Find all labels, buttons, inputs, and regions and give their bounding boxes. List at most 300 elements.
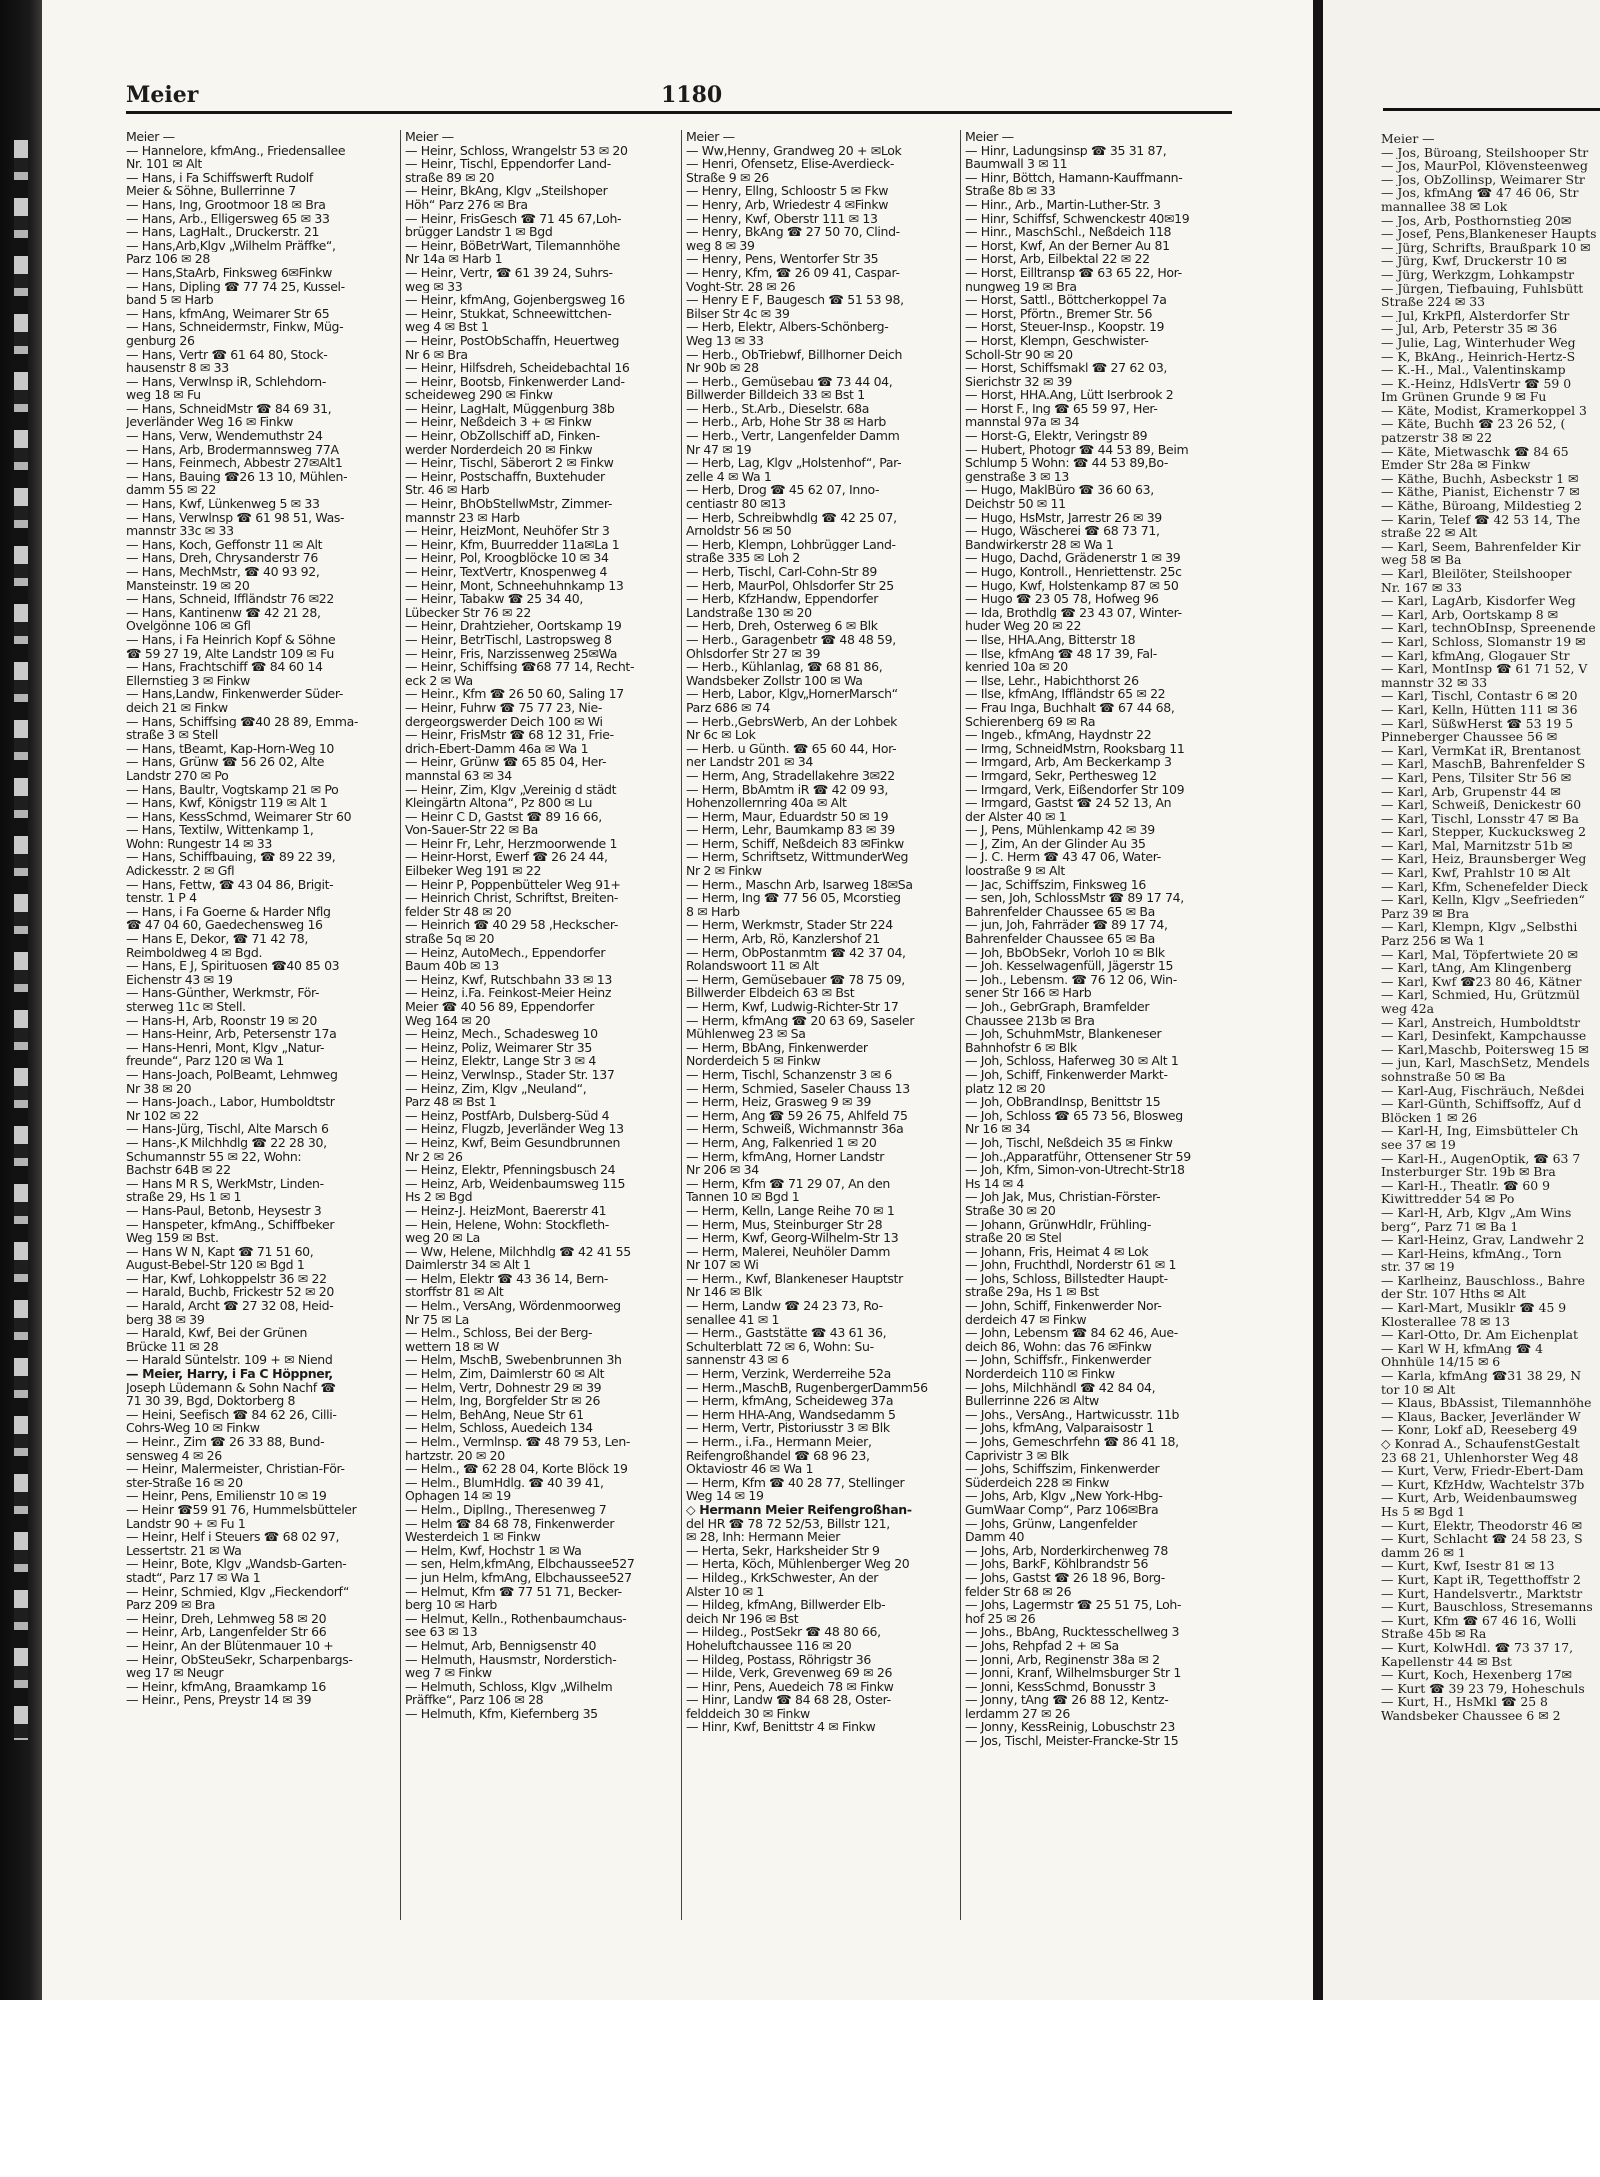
next-page-entry-line: — Karl-Otto, Dr. Am Eichenplat	[1381, 1328, 1579, 1342]
next-page-entry-line: — K.-Heinz, HdlsVertr ☎ 59 0	[1381, 376, 1572, 391]
directory-entry-line: — Henry, Ellng, Schloostr 5 ✉ Fkw	[686, 184, 889, 198]
directory-entry-line: — Ww, Helene, Milchhdlg ☎ 42 41 55	[405, 1244, 631, 1259]
directory-entry-line: — Ilse, kfmAng, Iffländstr 65 ✉ 22	[965, 687, 1166, 701]
directory-entry-line: — Herm, Werkmstr, Stader Str 224	[686, 918, 893, 933]
directory-entry-line: — Hans, Textilw, Wittenkamp 1,	[126, 823, 314, 837]
next-page-entry-line: — Jos, Arb, Posthornstieg 20✉	[1381, 213, 1572, 228]
directory-entry-line: — Heinr, Malermeister, Christian-För-	[126, 1462, 345, 1476]
directory-entry-line: — Jonni, KessSchmd, Bonusstr 3	[965, 1679, 1156, 1694]
directory-entry-line: — Herb., Kühlanlag, ☎ 68 81 86,	[686, 660, 883, 674]
next-page-entry-line: straße 22 ✉ Alt	[1381, 526, 1478, 540]
directory-entry-line: — Hans, kfmAng, Weimarer Str 65	[126, 306, 330, 321]
next-page-entry-line: — Klaus, BbAssist, Tilemannhöhe	[1381, 1396, 1592, 1410]
directory-entry-line: — Jonny, tAng ☎ 26 88 12, Kentz-	[965, 1693, 1169, 1707]
directory-entry-line: — Hans-Jürg, Tischl, Alte Marsch 6	[126, 1122, 329, 1136]
directory-entry-line: mannstal 97a ✉ 34	[965, 415, 1080, 430]
directory-entry-line: — Helm., Schloss, Bei der Berg-	[405, 1326, 593, 1340]
next-page-entry-line: str. 37 ✉ 19	[1381, 1260, 1455, 1274]
directory-entry-line: — Heinr P, Poppenbütteler Weg 91+	[405, 877, 621, 892]
directory-entry-line: Wandsbeker Zollstr 100 ✉ Wa	[686, 673, 863, 688]
directory-entry-line: Kleingärtn Altona“, Pz 800 ✉ Lu	[405, 796, 593, 810]
directory-entry-line: Schulterblatt 72 ✉ 6, Wohn: Su-	[686, 1339, 874, 1354]
next-page-entry-line: Hs 5 ✉ Bgd 1	[1381, 1504, 1466, 1519]
directory-entry-line: — Heinr, LagHalt, Müggenburg 38b	[405, 401, 615, 416]
directory-column-4	[965, 130, 1237, 1748]
next-page-entry-line: Parz 39 ✉ Bra	[1381, 906, 1469, 921]
directory-entry-line: mannstal 63 ✉ 34	[405, 768, 512, 783]
column-head-surname: Meier —	[405, 130, 454, 144]
directory-entry-line: — Hans, Verwlnsp iR, Schlehdorn-	[126, 374, 327, 389]
directory-entry-line: genburg 26	[126, 333, 195, 348]
directory-entry-line: — Heinr., Pens, Preystr 14 ✉ 39	[126, 1693, 312, 1707]
next-page-entry-line: patzerstr 38 ✉ 22	[1381, 431, 1493, 445]
directory-entry-line: — Ilse, Lehr., Habichthorst 26	[965, 673, 1139, 688]
next-page-entry-line: — Karl-Heins, kfmAng., Torn	[1381, 1246, 1562, 1261]
next-page-entry-line: — Karl, Schmied, Hu, Grützmül	[1381, 988, 1580, 1002]
directory-entry-line: weg 18 ✉ Fu	[126, 388, 201, 402]
next-page-entry-line: — Karl, Bleilöter, Steilshooper	[1381, 567, 1572, 581]
directory-entry-line: Nr 47 ✉ 19	[686, 442, 752, 457]
next-page-entry-line: — Karl, Mal, Marnitzstr 51b ✉	[1381, 838, 1573, 853]
scan-streak	[14, 140, 28, 1740]
directory-entry-line: — Hans, Kwf, Königstr 119 ✉ Alt 1	[126, 796, 328, 810]
directory-entry-line: — Heinr, An der Blütenmauer 10 +	[126, 1638, 334, 1653]
next-page-entry-line: see 37 ✉ 19	[1381, 1137, 1456, 1152]
directory-entry-line: Hohenzollernring 40a ✉ Alt	[686, 796, 847, 810]
next-page-entry-line: der Str. 107 Hths ✉ Alt	[1381, 1287, 1526, 1302]
directory-entry-line: — Johs, Milchhändl ☎ 42 84 04,	[965, 1380, 1156, 1395]
directory-entry-line: Straße 8b ✉ 33	[965, 184, 1056, 198]
next-page-entry-line: — Jürg, Schrifts, Braußpark 10 ✉	[1381, 240, 1591, 255]
directory-entry-line: — Herb, Elektr, Albers-Schönberg-	[686, 320, 889, 334]
directory-entry-line: straße 29a, Hs 1 ✉ Bst	[965, 1285, 1099, 1300]
directory-entry-line: — Hans M R S, WerkMstr, Linden-	[126, 1176, 324, 1191]
directory-entry-line: weg 4 ✉ Bst 1	[405, 320, 489, 334]
next-page-entry-line: — Jos, MaurPol, Klövensteenweg	[1381, 159, 1588, 173]
directory-entry-line: — Herm, Maur, Eduardstr 50 ✉ 19	[686, 809, 889, 824]
directory-entry-line: — Hans, Dreh, Chrysanderstr 76	[126, 551, 318, 565]
next-page-entry-line: — Kurt, KolwHdl. ☎ 73 37 17,	[1381, 1640, 1574, 1655]
next-page-entry-line: — Jul, KrkPfl, Alsterdorfer Str	[1381, 308, 1570, 323]
directory-entry-line: — Hans, Kwf, Lünkenweg 5 ✉ 33	[126, 497, 320, 511]
directory-entry-line: — Helm, Schloss, Auedeich 134	[405, 1421, 593, 1435]
next-page-entry-line: — Jürgen, Tiefbauing, Fuhlsbütt	[1381, 281, 1584, 296]
directory-entry-line: 71 30 39, Bgd, Doktorberg 8	[126, 1394, 296, 1408]
directory-entry-line: — Johann, Fris, Heimat 4 ✉ Lok	[965, 1244, 1149, 1259]
directory-entry-line: — Heinz, Kwf, Beim Gesundbrunnen	[405, 1135, 621, 1150]
page-number: 1180	[661, 82, 723, 108]
next-page-entry-line: weg 42a	[1381, 1002, 1434, 1016]
next-page-entry-line: Insterburger Str. 19b ✉ Bra	[1381, 1165, 1556, 1179]
next-page-entry-line: — Karl-Günth, Schiffsoffz, Auf d	[1381, 1097, 1582, 1111]
next-page-entry-line: — Käte, Buchh ☎ 23 26 52, (	[1381, 417, 1566, 432]
directory-entry-line: straße 335 ✉ Loh 2	[686, 551, 800, 565]
directory-entry-line: Straße 30 ✉ 20	[965, 1203, 1056, 1218]
next-page-entry-line: — Karl-H, Ing, Eimsbütteler Ch	[1381, 1124, 1579, 1138]
next-page-entry-line: — Karl-H, Arb, Klgv „Am Wins	[1381, 1205, 1572, 1220]
next-page-entry-line: — Karl, Klempn, Klgv „Selbsthi	[1381, 920, 1578, 935]
directory-entry-line: — Frau Inga, Buchhalt ☎ 67 44 68,	[965, 700, 1175, 715]
directory-entry-line: — Herm, Schiff, Neßdeich 83 ✉Finkw	[686, 836, 904, 851]
directory-entry-line: Eichenstr 43 ✉ 19	[126, 972, 233, 987]
directory-entry-line: Bahrenfelder Chaussee 65 ✉ Ba	[965, 932, 1155, 946]
next-page-entry-line: — Karl, Seem, Bahrenfelder Kir	[1381, 539, 1581, 554]
directory-entry-line: Landstr 90 + ✉ Fu 1	[126, 1516, 246, 1531]
directory-entry-line: — Heinr, Drahtzieher, Oortskamp 19	[405, 619, 622, 633]
directory-entry-line: straße 20 ✉ Stel	[965, 1231, 1062, 1245]
next-page-entry-line: tor 10 ✉ Alt	[1381, 1382, 1456, 1397]
next-page-entry-line: — Kurt, Arb, Weidenbaumsweg	[1381, 1491, 1578, 1505]
directory-entry-line: — Ilse, HHA.Ang, Bitterstr 18	[965, 632, 1136, 647]
directory-entry-line: — Herm, Malerei, Neuhöler Damm	[686, 1244, 891, 1259]
directory-entry-line: — Herm, Gemüsebauer ☎ 78 75 09,	[686, 972, 905, 987]
directory-entry-line: — Heinr, Vertr, ☎ 61 39 24, Suhrs-	[405, 265, 613, 280]
directory-entry-line: — Hans, Baultr, Vogtskamp 21 ✉ Po	[126, 782, 339, 797]
directory-entry-line: — Johs, Schloss, Billstedter Haupt-	[965, 1271, 1168, 1286]
directory-entry-line: — Herta, Köch, Mühlenberger Weg 20	[686, 1557, 910, 1571]
next-page-entry-line: — Jul, Arb, Peterstr 35 ✉ 36	[1381, 322, 1558, 336]
directory-entry-line: — Herb, Lag, Klgv „Holstenhof“, Par-	[686, 456, 902, 470]
directory-entry-line: — Heinr, Postschaffn, Buxtehuder	[405, 469, 605, 484]
directory-entry-line: — Heinr., Kfm ☎ 26 50 60, Saling 17	[405, 687, 624, 701]
directory-entry-line: damm 55 ✉ 22	[126, 483, 216, 498]
scan-edge-left	[0, 0, 42, 2000]
directory-entry-line: Caprivistr 3 ✉ Blk	[965, 1448, 1069, 1463]
directory-entry-line: see 63 ✉ 13	[405, 1625, 478, 1639]
column-divider	[960, 130, 961, 1920]
directory-entry-line: — Hans-Heinr, Arb, Petersenstr 17a	[126, 1027, 337, 1041]
directory-entry-line: Ellernstieg 3 ✉ Finkw	[126, 673, 251, 688]
directory-entry-line: — Helmut, Arb, Bennigsenstr 40	[405, 1638, 597, 1653]
directory-entry-line: — Joh, ObBrandInsp, Benittstr 15	[965, 1095, 1161, 1109]
directory-entry-line: — Henry, Pens, Wentorfer Str 35	[686, 252, 879, 266]
directory-entry-line: — Johs., BbAng, Rucktesschellweg 3	[965, 1625, 1180, 1639]
directory-entry-line: — Hans, Arb., Elligersweg 65 ✉ 33	[126, 211, 330, 226]
directory-entry-line: ster-Straße 16 ✉ 20	[126, 1475, 243, 1490]
next-page-entry-line: — Karl, Kelln, Klgv „Seefrieden“	[1381, 893, 1585, 907]
directory-entry-line: Rolandswoort 11 ✉ Alt	[686, 959, 819, 973]
directory-entry-line: — Hugo, Wäscherei ☎ 68 73 71,	[965, 524, 1160, 538]
next-page-entry-line: Klosterallee 78 ✉ 13	[1381, 1314, 1510, 1329]
directory-entry-line: — Heinrich ☎ 40 29 58 ,Heckscher-	[405, 918, 618, 933]
next-page-entry-line: — Karl, Desinfekt, Kampchausse	[1381, 1029, 1587, 1043]
next-page-entry-line: — Karl, Kwf ☎23 80 46, Kätner	[1381, 974, 1582, 989]
directory-entry-line: — Hans,Arb,Klgv „Wilhelm Präffke“,	[126, 238, 336, 253]
directory-entry-line: — Johs, Rehpfad 2 + ✉ Sa	[965, 1638, 1119, 1653]
directory-entry-line: — Heinr, Zim, Klgv „Vereinig d städt	[405, 782, 617, 797]
directory-entry-line: — Horst, Sattl., Böttcherkoppel 7a	[965, 293, 1167, 307]
next-page-entry-line: — Karl, Heiz, Braunsberger Weg	[1381, 852, 1587, 867]
directory-entry-line: — Heinr, Schiffsing ☎68 77 14, Recht-	[405, 660, 635, 674]
directory-entry-line: — Heinr, Mont, Schneehuhnkamp 13	[405, 578, 624, 593]
directory-entry-line: — Heinr, Fuhrw ☎ 75 77 23, Nie-	[405, 700, 603, 715]
directory-entry-line: hartzstr. 20 ✉ 20	[405, 1448, 505, 1463]
directory-entry-line: mannstr 23 ✉ Harb	[405, 510, 520, 525]
directory-entry-line: — Johs, Grünw, Langenfelder	[965, 1516, 1138, 1531]
next-page-entry-line: — Käthe, Büroang, Mildestieg 2	[1381, 499, 1583, 513]
directory-entry-line: — Herb, Labor, Klgv„HornerMarsch“	[686, 687, 898, 701]
directory-entry-line: loostraße 9 ✉ Alt	[965, 864, 1065, 878]
directory-entry-line: deich 86, Wohn: das 76 ✉Finkw	[965, 1339, 1152, 1354]
next-page-entry-line: — Karl, Stepper, Kuckucksweg 2	[1381, 825, 1587, 839]
directory-entry-line: — Heinr, FrisMstr ☎ 68 12 31, Frie-	[405, 728, 614, 742]
directory-entry-line: — Herm, Arb, Rö, Kanzlershof 21	[686, 932, 880, 946]
directory-entry-line: — Herb, Schreibwhdlg ☎ 42 25 07,	[686, 510, 897, 525]
next-page-entry-line: Blöcken 1 ✉ 26	[1381, 1110, 1478, 1125]
directory-entry-line: — Johs, Lagermstr ☎ 25 51 75, Loh-	[965, 1598, 1182, 1612]
directory-entry-line: — Herm, Kwf, Ludwig-Richter-Str 17	[686, 1000, 899, 1014]
running-head-surname: Meier	[126, 82, 199, 108]
directory-entry-line: — Helm., ☎ 62 28 04, Korte Blöck 19	[405, 1462, 628, 1476]
directory-entry-line: — Heinr, BkAng, Klgv „Steilshoper	[405, 184, 608, 198]
directory-entry-line: — Herb, Tischl, Carl-Cohn-Str 89	[686, 565, 877, 579]
directory-entry-line: — Irmg, SchneidMstrn, Rooksbarg 11	[965, 741, 1185, 756]
directory-entry-line: — jun Helm, kfmAng, Elbchaussee527	[405, 1570, 632, 1585]
directory-entry-line: — Heinr, BöBetrWart, Tilemannhöhe	[405, 238, 620, 253]
directory-entry-line: Nr 6 ✉ Bra	[405, 347, 468, 362]
next-page-entry-line: — Karl, technObInsp, Spreenende	[1381, 621, 1596, 635]
next-page-entry-line: Emder Str 28a ✉ Finkw	[1381, 458, 1531, 472]
directory-entry-line: stadt“, Parz 17 ✉ Wa 1	[126, 1570, 261, 1585]
next-page-entry-line: — Josef, Pens,Blankeneser Haupts	[1381, 227, 1597, 241]
directory-entry-line: — Herm, Heiz, Grasweg 9 ✉ 39	[686, 1095, 871, 1109]
directory-entry-line: sensweg 4 ✉ 26	[126, 1448, 222, 1463]
next-page-entry-line: weg 58 ✉ Ba	[1381, 553, 1462, 567]
directory-entry-line: — Heinz, Flugzb, Jeverländer Weg 13	[405, 1122, 624, 1136]
directory-entry-line: Nr 16 ✉ 34	[965, 1122, 1031, 1136]
directory-entry-line: platz 12 ✉ 20	[965, 1081, 1046, 1096]
directory-entry-line: — Hanspeter, kfmAng., Schiffbeker	[126, 1217, 335, 1232]
directory-entry-line: — Heinz, Elektr, Pfenningsbusch 24	[405, 1163, 616, 1177]
directory-entry-line: Alster 10 ✉ 1	[686, 1584, 764, 1599]
directory-entry-line: — Heinr, BhObStellwMstr, Zimmer-	[405, 497, 613, 511]
next-page-entry-line: damm 26 ✉ 1	[1381, 1545, 1466, 1560]
directory-entry-line: deich Nr 196 ✉ Bst	[686, 1611, 799, 1626]
next-page-entry-line: — Karl, Kelln, Hütten 111 ✉ 36	[1381, 702, 1578, 717]
directory-entry-line: — Heinr, Tischl, Eppendorfer Land-	[405, 157, 611, 171]
directory-entry-line: — Harald, Archt ☎ 27 32 08, Heid-	[126, 1299, 334, 1313]
page-header	[126, 82, 1226, 110]
directory-entry-line: — Hans,Landw, Finkenwerder Süder-	[126, 687, 344, 701]
next-page-entry-line: — Karl, Tischl, Lonsstr 47 ✉ Ba	[1381, 811, 1579, 826]
directory-entry-line: — Herb., Garagenbetr ☎ 48 48 59,	[686, 632, 896, 647]
directory-entry-line: — Herm, Tischl, Schanzenstr 3 ✉ 6	[686, 1067, 892, 1082]
directory-entry-line: — Jonni, Kranf, Wilhelmsburger Str 1	[965, 1666, 1181, 1680]
directory-entry-line: weg 20 ✉ La	[405, 1231, 480, 1245]
next-page-entry-line: — Kurt, Kwf, Isestr 81 ✉ 13	[1381, 1559, 1555, 1573]
directory-entry-line: — Hans, Dipling ☎ 77 74 25, Kussel-	[126, 279, 345, 294]
next-page-entry-line: — Karl, Arb, Grupenstr 44 ✉	[1381, 784, 1561, 799]
next-page-entry-line: — Karl, kfmAng, Glogauer Str	[1381, 648, 1570, 663]
directory-entry-line: — Hans-Paul, Betonb, Heysestr 3	[126, 1203, 322, 1218]
directory-column-3	[686, 130, 958, 1734]
directory-entry-line: — Joh Jak, Mus, Christian-Förster-	[965, 1190, 1161, 1204]
directory-entry-line: Bilser Str 4c ✉ 39	[686, 306, 790, 321]
directory-entry-line: — Jos, Tischl, Meister-Francke-Str 15	[965, 1734, 1179, 1748]
directory-entry-line: Landstraße 130 ✉ 20	[686, 605, 812, 620]
directory-entry-line: — Hans, Bauing ☎26 13 10, Mühlen-	[126, 469, 348, 484]
directory-entry-line: — Heinz, Arb, Weidenbaumsweg 115	[405, 1176, 626, 1191]
directory-entry-line: — Harald Süntelstr. 109 + ✉ Niend	[126, 1353, 333, 1368]
next-page-entry-line: 23 68 21, Uhlenhorster Weg 48	[1381, 1450, 1579, 1465]
next-page-entry-line: sohnstraße 50 ✉ Ba	[1381, 1069, 1506, 1084]
directory-entry-line: Bahnhofstr 6 ✉ Blk	[965, 1040, 1077, 1055]
directory-entry-line: — Heinr, Schmied, Klgv „Fieckendorf“	[126, 1584, 350, 1599]
next-page-entry-line: — Kurt, Koch, Hexenberg 17✉	[1381, 1668, 1572, 1682]
directory-entry-line: — Hans W N, Kapt ☎ 71 51 60,	[126, 1244, 314, 1259]
next-page-entry-line: — Karl-Heinz, Grav, Landwehr 2	[1381, 1233, 1585, 1247]
directory-entry-line: — Ww,Henny, Grandweg 20 + ✉Lok	[686, 143, 902, 158]
directory-entry-line: — Herm, Kfm ☎ 71 29 07, An den	[686, 1176, 891, 1191]
directory-entry-line: — Hildeg, Postass, Röhrigstr 36	[686, 1652, 871, 1667]
directory-entry-line: — Hans, E J, Spirituosen ☎40 85 03	[126, 959, 340, 973]
directory-entry-line: Daimlerstr 34 ✉ Alt 1	[405, 1258, 531, 1272]
next-page-entry-line: Straße 45b ✉ Ra	[1381, 1627, 1487, 1641]
directory-entry-line: Höh“ Parz 276 ✉ Bra	[405, 197, 528, 212]
next-page-entry-line: mannstr 32 ✉ 33	[1381, 675, 1488, 690]
directory-entry-line: 8 ✉ Harb	[686, 904, 740, 919]
next-page-entry-line: — Käthe, Buchh, Asbeckstr 1 ✉	[1381, 471, 1579, 486]
next-page-entry-line: — Karl, Mal, Töpfertwiete 20 ✉	[1381, 947, 1578, 962]
directory-entry-line: Reimboldweg 4 ✉ Bgd.	[126, 945, 263, 960]
directory-entry-line: — Herb.,GebrsWerb, An der Lohbek	[686, 714, 898, 729]
directory-entry-line: — Herb., Vertr, Langenfelder Damm	[686, 429, 900, 443]
directory-entry-line: Weg 13 ✉ 33	[686, 333, 764, 348]
directory-entry-line: freunde“, Parz 120 ✉ Wa 1	[126, 1054, 284, 1068]
next-page-entry-line: — Karl, LagArb, Kisdorfer Weg	[1381, 594, 1576, 608]
directory-entry-line: — Heinz, PostfArb, Dulsberg-Süd 4	[405, 1108, 610, 1123]
directory-entry-line: — Heinr, ObZollschiff aD, Finken-	[405, 429, 600, 443]
next-page-entry-line: Pinneberger Chaussee 56 ✉	[1381, 730, 1558, 744]
directory-entry-line: — Henry, BkAng ☎ 27 50 70, Clind-	[686, 225, 900, 239]
directory-entry-line: berg 10 ✉ Harb	[405, 1598, 498, 1612]
directory-entry-line: derdeich 47 ✉ Finkw	[965, 1312, 1087, 1327]
column-head-surname: Meier —	[686, 130, 735, 144]
directory-entry-line: del HR ☎ 78 72 52/53, Billstr 121,	[686, 1516, 890, 1531]
directory-entry-line: — Joh, Tischl, Neßdeich 35 ✉ Finkw	[965, 1135, 1173, 1150]
directory-entry-line: — Hildeg., PostSekr ☎ 48 80 66,	[686, 1625, 881, 1639]
next-page-entry-line: mannallee 38 ✉ Lok	[1381, 199, 1508, 214]
next-page-entry-line: — Kurt, Kfm ☎ 67 46 16, Wolli	[1381, 1613, 1577, 1628]
directory-entry-line: Damm 40	[965, 1530, 1025, 1544]
directory-entry-line: hausenstr 8 ✉ 33	[126, 361, 229, 375]
directory-entry-line: — Heinr, Schloss, Wrangelstr 53 ✉ 20	[405, 143, 628, 158]
directory-entry-line: Ophagen 14 ✉ 19	[405, 1489, 511, 1503]
directory-entry-line: — jun, Joh, Fahrräder ☎ 89 17 74,	[965, 918, 1168, 933]
directory-entry-line: — Henri, Ofensetz, Elise-Averdieck-	[686, 157, 895, 171]
directory-entry-line: Nr 6c ✉ Lok	[686, 728, 756, 742]
directory-entry-line: — Horst, Arb, Eilbektal 22 ✉ 22	[965, 252, 1150, 266]
directory-entry-line: Landstr 270 ✉ Po	[126, 768, 229, 783]
directory-entry-line: Nr 107 ✉ Wi	[686, 1258, 759, 1272]
directory-entry-line: — Hannelore, kfmAng., Friedensallee	[126, 143, 346, 158]
directory-entry-line: — Herm, Kfm ☎ 40 28 77, Stellinger	[686, 1475, 905, 1490]
directory-entry-line: Meier ☎ 40 56 89, Eppendorfer	[405, 1000, 595, 1014]
directory-entry-line: — Horst, Pförtn., Bremer Str. 56	[965, 306, 1153, 321]
directory-entry-line: Scholl-Str 90 ✉ 20	[965, 347, 1073, 362]
directory-entry-line: — Joh, SchuhmMstr, Blankeneser	[965, 1027, 1162, 1041]
directory-entry-line: — Joh, Schloss, Haferweg 30 ✉ Alt 1	[965, 1054, 1179, 1068]
directory-entry-line: der Alster 40 ✉ 1	[965, 809, 1067, 824]
directory-entry-line: lerdamm 27 ✉ 26	[965, 1706, 1070, 1721]
directory-entry-line: — Joh., Lebensm. ☎ 76 12 06, Win-	[965, 972, 1177, 987]
next-page-entry-line: — Käte, Modist, Kramerkoppel 3	[1381, 403, 1587, 418]
directory-entry-line: — Heinr, Tischl, Säberort 2 ✉ Finkw	[405, 456, 614, 470]
directory-entry-line: — Hans, KessSchmd, Weimarer Str 60	[126, 809, 352, 824]
directory-entry-line: — J, Zim, An der Glinder Au 35	[965, 836, 1146, 851]
directory-entry-line: — Johs, BarkF, Köhlbrandstr 56	[965, 1557, 1149, 1571]
directory-entry-line: — Joh, BbObSekr, Vorloh 10 ✉ Blk	[965, 945, 1165, 960]
next-page-entry-line: — Kurt, KfzHdw, Wachtelstr 37b	[1381, 1477, 1585, 1492]
directory-entry-line: Hs 2 ✉ Bgd	[405, 1190, 473, 1204]
directory-entry-line: ☎ 59 27 19, Alte Landstr 109 ✉ Fu	[126, 646, 334, 661]
directory-entry-line: — Heinz, AutoMech., Eppendorfer	[405, 945, 606, 960]
directory-entry-line: — Herm, kfmAng, Scheideweg 37a	[686, 1394, 894, 1408]
directory-entry-line: — Herm, Verzink, Werderreihe 52a	[686, 1367, 891, 1381]
directory-entry-line: — Hildeg., KrkSchwester, An der	[686, 1570, 879, 1585]
directory-entry-line: — Helm ☎ 84 68 78, Finkenwerder	[405, 1516, 615, 1531]
directory-entry-line: — Horst, Schiffsmakl ☎ 27 62 03,	[965, 361, 1168, 375]
directory-entry-line: straße 5q ✉ 20	[405, 932, 495, 946]
directory-entry-line: werder Norderdeich 20 ✉ Finkw	[405, 442, 593, 457]
next-page-entry-line: — Karlheinz, Bauschloss., Bahre	[1381, 1273, 1585, 1288]
next-page-entry-line: Straße 224 ✉ 33	[1381, 295, 1486, 309]
directory-entry-line: — Hugo, MaklBüro ☎ 36 60 63,	[965, 483, 1154, 498]
next-page-entry-line: — Klaus, Backer, Jeverländer W	[1381, 1409, 1581, 1424]
next-page-entry-line: — Karl-Mart, Musiklr ☎ 45 9	[1381, 1301, 1567, 1315]
directory-entry-line: — John, Schiffsfr., Finkenwerder	[965, 1353, 1151, 1368]
directory-entry-line: Weg 164 ✉ 20	[405, 1013, 491, 1028]
directory-entry-line: — Helmuth, Hausmstr, Norderstich-	[405, 1652, 617, 1667]
next-page-entry-line: — Käthe, Pianist, Eichenstr 7 ✉	[1381, 485, 1580, 500]
next-page-entry-line: — Kurt, H., HsMkl ☎ 25 8	[1381, 1695, 1548, 1709]
next-page-entry-line: Nr. 167 ✉ 33	[1381, 580, 1462, 595]
next-page-entry-line: Parz 256 ✉ Wa 1	[1381, 934, 1486, 948]
directory-entry-line: — Helmut, Kfm ☎ 77 51 71, Becker-	[405, 1584, 622, 1599]
directory-entry-line: Nr 2 ✉ Finkw	[686, 864, 762, 878]
directory-entry-line: tenstr. 1 P 4	[126, 891, 197, 905]
directory-entry-line: Hs 14 ✉ 4	[965, 1176, 1025, 1191]
directory-entry-line: — Heinr, Pol, Kroogblöcke 10 ✉ 34	[405, 551, 609, 565]
directory-entry-line: — Hans, tBeamt, Kap-Horn-Weg 10	[126, 741, 335, 756]
directory-entry-line: — Hans E, Dekor, ☎ 71 42 78,	[126, 932, 309, 946]
directory-entry-line: — Horst, Eilltransp ☎ 63 65 22, Hor-	[965, 265, 1182, 280]
directory-entry-line: — sen, Helm,kfmAng, Elbchaussee527	[405, 1557, 635, 1571]
directory-entry-line: — Herb., Gemüsebau ☎ 73 44 04,	[686, 374, 893, 389]
next-page-entry-line: — Jos, kfmAng ☎ 47 46 06, Str	[1381, 186, 1579, 200]
directory-entry-line: — Herb., St.Arb., Dieselstr. 68a	[686, 401, 870, 416]
directory-entry-line: — Heinr, BetrTischl, Lastropsweg 8	[405, 632, 612, 647]
directory-entry-line: — Heinr, Hilfsdreh, Scheidebachtal 16	[405, 361, 630, 375]
directory-column-1	[126, 130, 398, 1707]
directory-entry-line: — Heinr ☎59 91 76, Hummelsbütteler	[126, 1502, 357, 1517]
directory-entry-line: — Hans-Joach, PolBeamt, Lehmweg	[126, 1067, 338, 1082]
directory-entry-line: — Ingeb., kfmAng, Haydnstr 22	[965, 728, 1152, 742]
directory-entry-line: — Horst, Klempn, Geschwister-	[965, 333, 1149, 348]
directory-entry-line: — Helm, Ing, Borgfelder Str ✉ 26	[405, 1394, 601, 1408]
next-page-entry-line: — Karl W H, kfmAng ☎ 4	[1381, 1341, 1544, 1356]
directory-entry-line: — Hans, MechMstr, ☎ 40 93 92,	[126, 565, 320, 579]
directory-entry-line: — Hans, SchneidMstr ☎ 84 69 31,	[126, 401, 332, 416]
directory-entry-line: Voght-Str. 28 ✉ 26	[686, 279, 796, 294]
next-page-column-head: Meier —	[1381, 132, 1435, 146]
directory-entry-line: — Hans-Günther, Werkmstr, För-	[126, 986, 320, 1000]
directory-entry-line: weg ✉ 33	[405, 279, 463, 294]
next-page-entry-line: — Karl, MontInsp ☎ 61 71 52, V	[1381, 662, 1588, 676]
directory-entry-line: zelle 4 ✉ Wa 1	[686, 469, 772, 484]
next-page-entry-line: — Karl-H., Theatlr. ☎ 60 9	[1381, 1178, 1550, 1193]
next-page-entry-line: — Karl, Tischl, Contastr 6 ✉ 20	[1381, 689, 1578, 703]
